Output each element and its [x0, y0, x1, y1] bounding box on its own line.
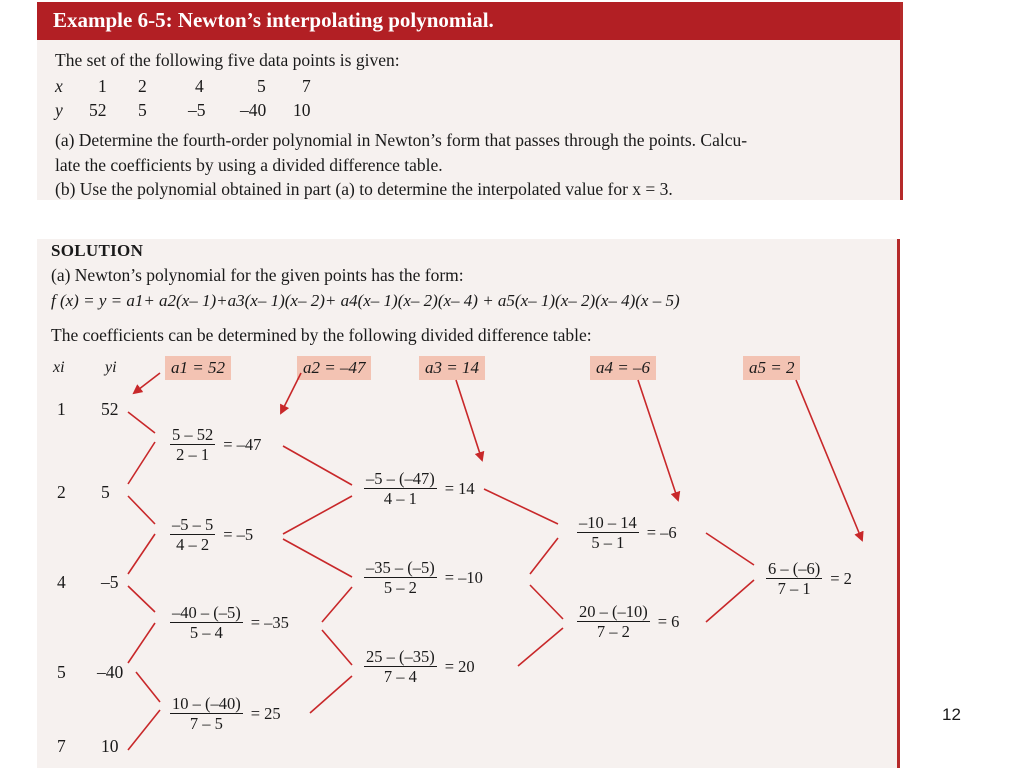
column-header-x: xi [53, 359, 65, 376]
x-value: 7 [302, 76, 311, 96]
fraction-denominator: 5 – 2 [383, 578, 417, 597]
y-value: –5 [188, 100, 206, 120]
table-x-value: 4 [57, 572, 66, 592]
coefficient-a5: a5 = 2 [743, 356, 800, 380]
solution-title: SOLUTION [51, 241, 144, 260]
fraction-result: = 14 [444, 478, 475, 498]
fraction-numerator: 10 – (–40) [172, 694, 241, 713]
coefficient-a3: a3 = 14 [419, 356, 485, 380]
table-y-value: –5 [101, 572, 119, 592]
y-value: –40 [240, 100, 267, 120]
x-value: 5 [257, 76, 266, 96]
arrow-a2 [281, 373, 301, 413]
table-y-value: 5 [101, 482, 110, 502]
y-row-label: y [55, 100, 63, 120]
table-x-value: 2 [57, 482, 66, 502]
coefficient-a2: a2 = –47 [297, 356, 371, 380]
fraction-denominator: 5 – 4 [189, 623, 223, 642]
connector-line [518, 585, 563, 666]
coefficient-a1: a1 = 52 [165, 356, 231, 380]
fraction-numerator: –35 – (–5) [366, 558, 435, 577]
newton-polynomial-formula: f (x) = y = a1+ a2(x– 1)+a3(x– 1)(x– 2)+ a4(x– 1)(x– 2)(x– 4) + a5(x– 1)(x– 2)(x– 4)(x – 5) [51, 291, 680, 310]
connector-line [484, 489, 558, 574]
fraction-numerator: 20 – (–10) [579, 602, 648, 621]
connector-line [706, 533, 754, 622]
y-value: 52 [89, 100, 107, 120]
y-value: 10 [293, 100, 311, 120]
part-a-question-line1: (a) Determine the fourth-order polynomial in Newton’s form that passes through the points. Calcu- [55, 130, 748, 150]
fraction-denominator: 7 – 1 [777, 579, 811, 598]
table-intro: The coefficients can be determined by the following divided difference table: [51, 325, 592, 345]
solution-part-a-intro: (a) Newton’s polynomial for the given points has the form: [51, 265, 464, 285]
fraction-result: = –5 [223, 524, 254, 544]
fraction-result: = 20 [444, 656, 475, 676]
part-a-question-line2: late the coefficients by using a divided difference table. [55, 155, 443, 175]
connector-line [128, 412, 155, 484]
connector-line [283, 446, 352, 534]
fraction-denominator: 7 – 4 [383, 667, 417, 686]
fraction-denominator: 2 – 1 [176, 445, 210, 464]
part-b-question: (b) Use the polynomial obtained in part (a) to determine the interpolated value for x = 3. [55, 179, 673, 199]
arrow-a1 [134, 373, 160, 393]
fraction-denominator: 7 – 5 [189, 714, 223, 733]
page-number: 12 [942, 705, 961, 724]
coefficient-a4: a4 = –6 [590, 356, 656, 380]
fraction-result: = –6 [646, 522, 677, 542]
table-x-value: 7 [57, 736, 66, 756]
fraction-numerator: 25 – (–35) [366, 647, 435, 666]
fraction-numerator: –5 – (–47) [366, 469, 435, 488]
fraction-result: = –47 [223, 434, 262, 454]
fraction-denominator: 7 – 2 [596, 622, 630, 641]
table-y-value: 10 [101, 736, 119, 756]
fraction-result: = 25 [250, 703, 281, 723]
arrow-a5 [796, 380, 862, 540]
fraction-result: = –35 [250, 612, 289, 632]
x-value: 4 [195, 76, 204, 96]
fraction-denominator: 5 – 1 [591, 533, 625, 552]
table-y-value: 52 [101, 399, 119, 419]
connector-line [128, 672, 160, 750]
fraction-result: = 6 [657, 611, 680, 631]
fraction-result: = 2 [830, 568, 852, 588]
table-y-value: –40 [97, 662, 124, 682]
example-title: Example 6-5: Newton’s interpolating polynomial. [37, 2, 900, 40]
connector-line [128, 496, 155, 574]
x-value: 2 [138, 76, 147, 96]
fraction-result: = –10 [444, 567, 483, 587]
connector-line [128, 586, 155, 663]
column-header-y: yi [105, 359, 117, 376]
fraction-numerator: 5 – 52 [172, 425, 214, 444]
fraction-numerator: 6 – (–6) [768, 559, 821, 578]
fraction-denominator: 4 – 1 [383, 489, 417, 508]
fraction-numerator: –40 – (–5) [172, 603, 241, 622]
x-value: 1 [98, 76, 107, 96]
arrow-a4 [638, 380, 678, 500]
fraction-denominator: 4 – 2 [176, 535, 210, 554]
table-x-value: 5 [57, 662, 66, 682]
fraction-numerator: –5 – 5 [172, 515, 214, 534]
y-value: 5 [138, 100, 147, 120]
table-x-value: 1 [57, 399, 66, 419]
x-row-label: x [55, 76, 63, 96]
arrow-a3 [456, 380, 482, 460]
example-intro: The set of the following five data points is given: [55, 50, 400, 70]
connector-line [283, 539, 352, 622]
connector-line [310, 630, 352, 713]
fraction-numerator: –10 – 14 [579, 513, 637, 532]
